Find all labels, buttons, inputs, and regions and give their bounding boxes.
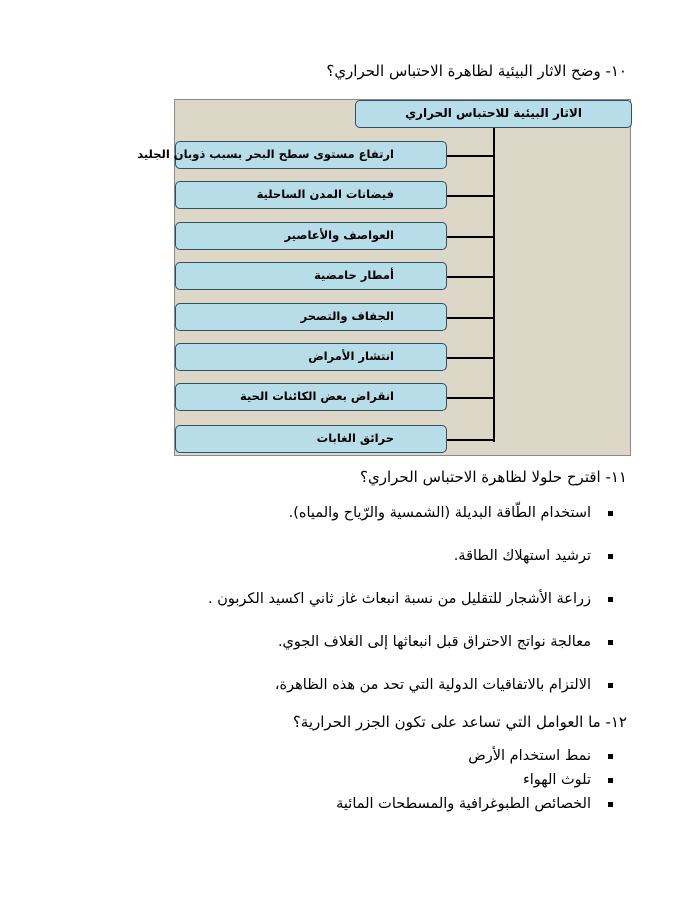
bullet-square-icon: [608, 597, 613, 602]
solutions-list: [208, 505, 613, 720]
diagram-branch-line: [447, 357, 495, 359]
diagram-trunk-line: [493, 128, 495, 442]
diagram-child-box: انقراض بعض الكائنات الحية: [175, 383, 447, 411]
diagram-child-box: الجفاف والتصحر: [175, 303, 447, 331]
diagram-branch-line: [447, 195, 495, 197]
diagram-child-box: ارتفاع مستوى سطح البحر بسبب ذوبان الجليد: [175, 141, 447, 169]
list-item: الالتزام بالاتفاقيات الدولية التي تحد من هذه الظاهرة،: [208, 677, 613, 720]
bullet-square-icon: [608, 511, 613, 516]
diagram-branch-line: [447, 276, 495, 278]
bullet-square-icon: [608, 683, 613, 688]
list-item: تلوث الهواء: [336, 772, 613, 796]
diagram-root-box: الاثار البيئية للاحتباس الحراري: [355, 100, 632, 128]
bullet-square-icon: [608, 802, 613, 807]
list-item: نمط استخدام الأرض: [336, 748, 613, 772]
list-item: ترشيد استهلاك الطاقة.: [208, 548, 613, 591]
bullet-square-icon: [608, 754, 613, 759]
diagram-child-box: العواصف والأعاصير: [175, 222, 447, 250]
diagram-branch-line: [447, 236, 495, 238]
list-item: زراعة الأشجار للتقليل من نسبة انبعاث غاز ثاني اكسيد الكربون .: [208, 591, 613, 634]
diagram-child-box: انتشار الأمراض: [175, 343, 447, 371]
list-item: معالجة نواتج الاحتراق قبل انبعاثها إلى الغلاف الجوي.: [208, 634, 613, 677]
question-10-title: ١٠- وضح الاثار البيئية لظاهرة الاحتباس الحراري؟: [326, 62, 627, 80]
bullet-square-icon: [608, 554, 613, 559]
diagram-child-box: أمطار حامضية: [175, 262, 447, 290]
factors-list: [336, 748, 613, 820]
question-12-title: ١٢- ما العوامل التي تساعد على تكون الجزر الحرارية؟: [292, 713, 627, 731]
diagram-child-box: حرائق الغابات: [175, 425, 447, 453]
diagram-branch-line: [447, 317, 495, 319]
diagram-branch-line: [447, 397, 495, 399]
list-item: الخصائص الطبوغرافية والمسطحات المائية: [336, 796, 613, 820]
effects-diagram: [137, 99, 631, 456]
diagram-branch-line: [447, 439, 495, 441]
bullet-square-icon: [608, 640, 613, 645]
diagram-child-box: فيضانات المدن الساحلية: [175, 181, 447, 209]
list-item: استخدام الطّاقة البديلة (الشمسية والرّياح والمياه).: [208, 505, 613, 548]
bullet-square-icon: [608, 778, 613, 783]
question-11-title: ١١- اقترح حلولا لظاهرة الاحتباس الحراري؟: [360, 468, 627, 486]
diagram-branch-line: [447, 155, 495, 157]
